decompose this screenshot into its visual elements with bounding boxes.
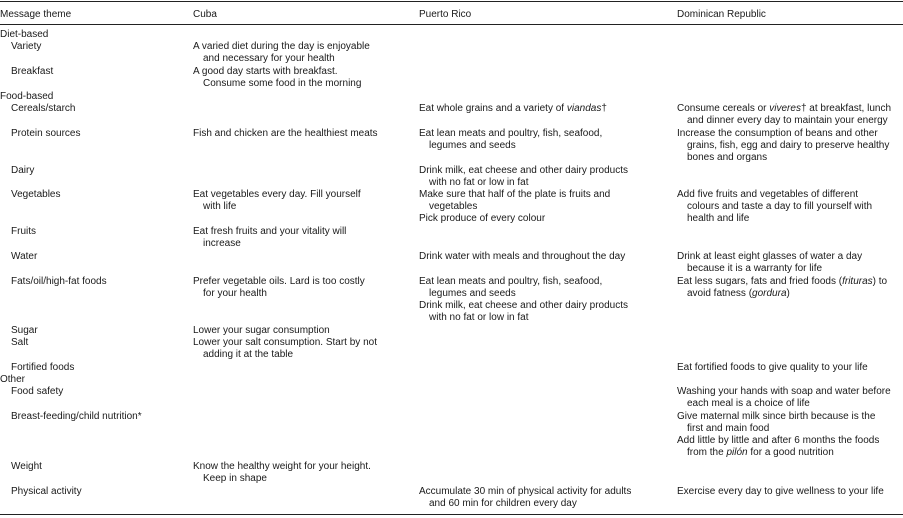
row-salt-theme: Salt <box>11 337 29 348</box>
row-breastfeeding-theme: Breast-feeding/child nutrition* <box>11 411 142 422</box>
header-cuba: Cuba <box>193 9 217 20</box>
table-header-rule <box>0 24 903 25</box>
row-vegetables-dr: Add five fruits and vegetables of different colours and taste a day to fill yourself with health and life <box>677 189 873 224</box>
row-vegetables-cuba: Eat vegetables every day. Fill yourself with life <box>193 189 361 212</box>
row-variety-theme: Variety <box>11 41 42 52</box>
row-safety-theme: Food safety <box>11 386 64 397</box>
row-water-dr: Drink at least eight glasses of water a day because it is a warranty for life <box>677 251 863 274</box>
row-protein-dr: Increase the consumption of beans and other grains, fish, egg and dairy to preserve healthy bones and organs <box>677 128 890 163</box>
row-weight-theme: Weight <box>11 461 42 472</box>
row-weight-cuba: Know the healthy weight for your height. Keep in shape <box>193 461 371 484</box>
group-food-based: Food-based <box>0 91 54 102</box>
row-cereals-theme: Cereals/starch <box>11 103 76 114</box>
row-cereals-pr: Eat whole grains and a variety of viandas† <box>419 103 607 114</box>
row-sugar-cuba: Lower your sugar consumption <box>193 325 330 336</box>
row-activity-dr: Exercise every day to give wellness to your life <box>677 486 884 497</box>
row-dairy-theme: Dairy <box>11 165 35 176</box>
row-fortified-theme: Fortified foods <box>11 362 75 373</box>
row-fruits-cuba: Eat fresh fruits and your vitality will increase <box>193 226 347 249</box>
row-salt-cuba: Lower your salt consumption. Start by not adding it at the table <box>193 337 377 360</box>
row-water-pr: Drink water with meals and throughout the day <box>419 251 626 262</box>
row-activity-theme: Physical activity <box>11 486 82 497</box>
row-water-theme: Water <box>11 251 38 262</box>
row-fats-dr: Eat less sugars, fats and fried foods (frituras) to avoid fatness (gordura) <box>677 276 888 299</box>
row-protein-cuba: Fish and chicken are the healthiest meats <box>193 128 378 139</box>
row-cereals-dr: Consume cereals or viveres† at breakfast, lunch and dinner every day to maintain your energy <box>677 103 892 126</box>
row-fats-pr: Eat lean meats and poultry, fish, seafood, legumes and seeds Drink milk, eat cheese and other dairy products with no fat or low in fat <box>419 276 628 323</box>
group-other: Other <box>0 374 26 385</box>
row-vegetables-pr: Make sure that half of the plate is fruits and vegetables Pick produce of every colour <box>419 189 611 224</box>
row-variety-cuba: A varied diet during the day is enjoyable and necessary for your health <box>193 41 370 64</box>
header-puerto-rico: Puerto Rico <box>419 9 472 20</box>
row-breakfast-cuba: A good day starts with breakfast. Consume some food in the morning <box>193 66 362 89</box>
row-fortified-dr: Eat fortified foods to give quality to your life <box>677 362 868 373</box>
row-fats-theme: Fats/oil/high-fat foods <box>11 276 107 287</box>
row-fruits-theme: Fruits <box>11 226 36 237</box>
row-protein-theme: Protein sources <box>11 128 81 139</box>
group-diet-based: Diet-based <box>0 29 49 40</box>
header-dominican-republic: Dominican Republic <box>677 9 766 20</box>
row-dairy-pr: Drink milk, eat cheese and other dairy products with no fat or low in fat <box>419 165 628 188</box>
row-fats-cuba: Prefer vegetable oils. Lard is too costly for your health <box>193 276 365 299</box>
row-breastfeeding-dr: Give maternal milk since birth because is the first and main food Add little by little and after 6 months the foods from the pilón for a good nutrition <box>677 411 880 458</box>
row-protein-pr: Eat lean meats and poultry, fish, seafood, legumes and seeds <box>419 128 603 151</box>
row-safety-dr: Washing your hands with soap and water before each meal is a choice of life <box>677 386 891 409</box>
row-sugar-theme: Sugar <box>11 325 38 336</box>
row-vegetables-theme: Vegetables <box>11 189 61 200</box>
header-message-theme: Message theme <box>0 9 72 20</box>
table-top-rule <box>0 1 903 2</box>
table-bottom-rule <box>0 514 903 515</box>
row-breakfast-theme: Breakfast <box>11 66 54 77</box>
row-activity-pr: Accumulate 30 min of physical activity for adults and 60 min for children every day <box>419 486 632 509</box>
